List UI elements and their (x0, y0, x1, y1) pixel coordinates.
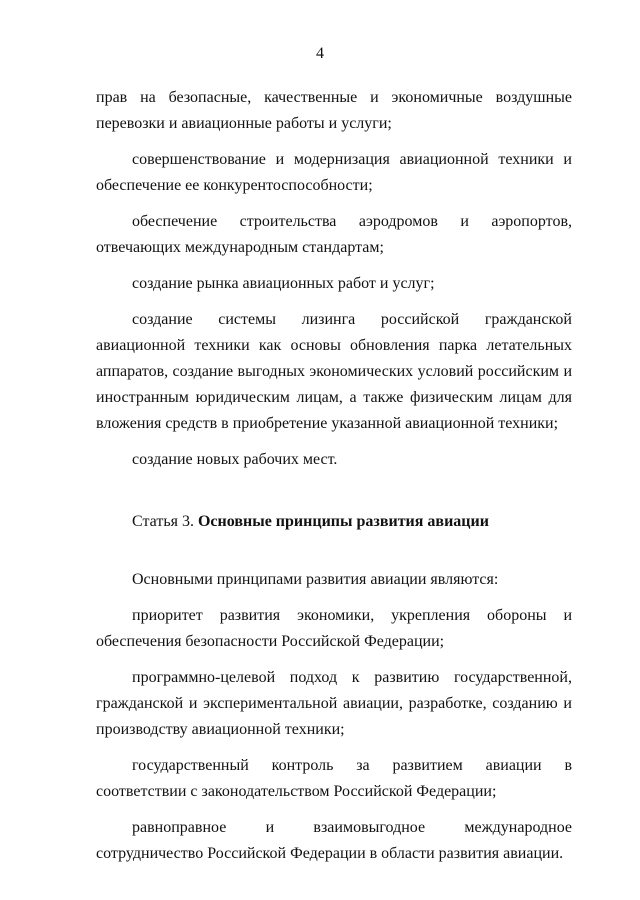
paragraph-program-approach: программно-целевой подход к развитию государственной, гражданской и экспериментальной авиации, разработке, созданию и производству авиационной техники; (96, 669, 572, 738)
paragraph-jobs: создание новых рабочих мест. (132, 451, 338, 468)
paragraph-airports: обеспечение строительства аэродромов и аэропортов, отвечающих международным стандартам; (96, 213, 572, 256)
article-title: Основные принципы развития авиации (197, 513, 489, 530)
article-spacer (96, 535, 572, 567)
paragraph-modernization: совершенствование и модернизация авиационной техники и обеспечение ее конкурентоспособности; (96, 151, 572, 194)
article-label: Статья 3. (132, 513, 194, 530)
paragraph-rights: прав на безопасные, качественные и экономичные воздушные перевозки и авиационные работы и услуги; (96, 89, 572, 132)
paragraph-cooperation: равноправное и взаимовыгодное международное сотрудничество Российской Федерации в области развития авиации. (96, 819, 572, 862)
paragraph-state-control: государственный контроль за развитием авиации в соответствии с законодательством Российской Федерации; (96, 757, 572, 800)
paragraph-market: создание рынка авиационных работ и услуг; (132, 275, 435, 292)
article-heading (96, 509, 572, 535)
paragraph-principles-intro: Основными принципами развития авиации являются: (132, 571, 499, 588)
paragraph-leasing: создание системы лизинга российской гражданской авиационной техники как основы обновления парка летательных аппаратов, создание выгодных экономических условий российским и иностранным юридическим лицам, а также физическим лицам для вложения средств в приобретение указанной авиационной техники; (96, 311, 572, 432)
paragraph-priority: приоритет развития экономики, укрепления обороны и обеспечения безопасности Российской Федерации; (96, 607, 572, 650)
page-number: 4 (316, 45, 324, 62)
document-body (96, 85, 572, 877)
